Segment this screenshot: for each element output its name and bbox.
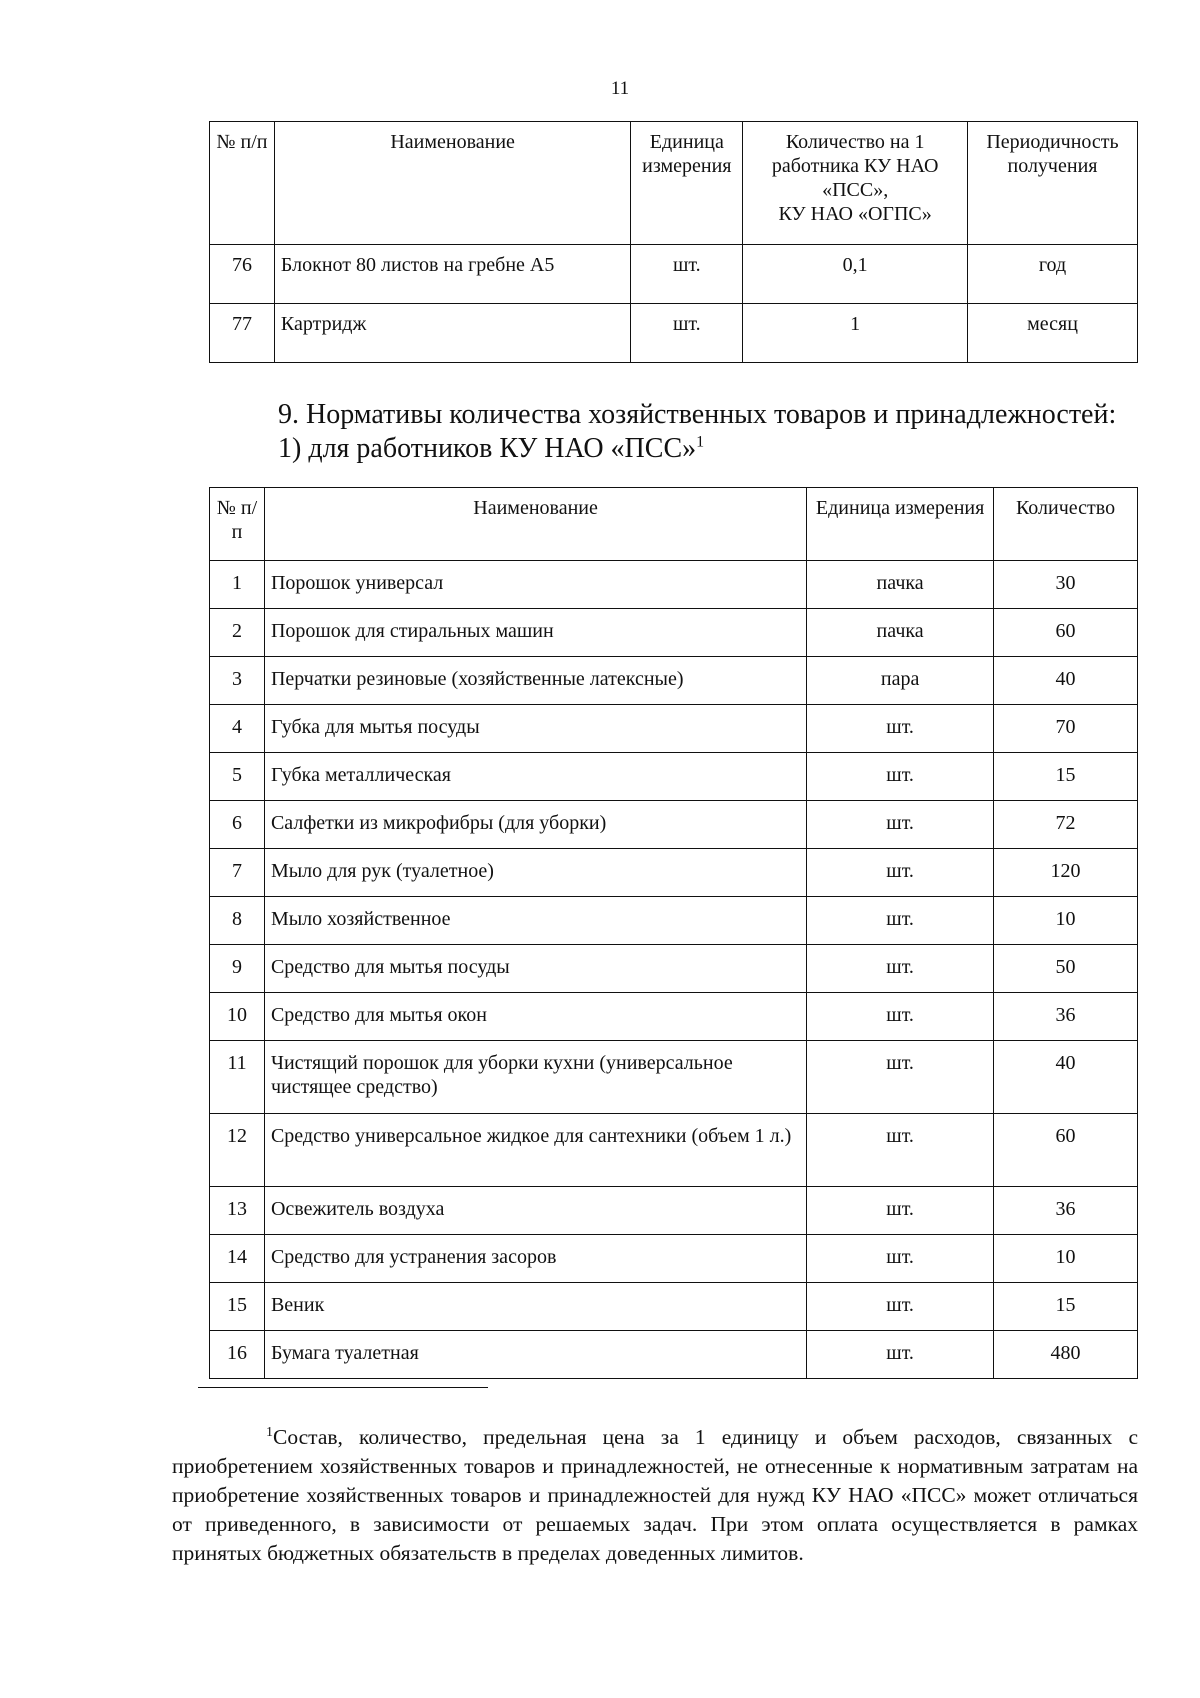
row-qty: 40 [994, 657, 1138, 705]
row-name: Салфетки из микрофибры (для уборки) [264, 801, 806, 849]
header-qty-line: КУ НАО «ОГПС» [778, 203, 932, 225]
row-num: 4 [210, 705, 265, 753]
header-qty-line: «ПСС», [822, 179, 889, 201]
row-unit: шт. [807, 705, 994, 753]
row-qty: 10 [994, 897, 1138, 945]
table-row [210, 1041, 1138, 1114]
footnote-mark: 1 [266, 1425, 273, 1440]
row-name: Порошок для стиральных машин [264, 609, 806, 657]
row-unit: шт. [631, 245, 743, 304]
row-unit: пачка [807, 609, 994, 657]
row-unit: шт. [807, 753, 994, 801]
row-num: 11 [210, 1041, 265, 1114]
section-heading [278, 398, 1116, 466]
table-row [210, 993, 1138, 1041]
table-row [210, 561, 1138, 609]
row-unit: шт. [807, 1235, 994, 1283]
row-qty: 480 [994, 1331, 1138, 1379]
footnote-reference[interactable]: 1 [696, 433, 705, 451]
table-row [210, 304, 1138, 363]
table-header-row [210, 488, 1138, 561]
header-qty: Количество [994, 488, 1138, 561]
row-name: Перчатки резиновые (хозяйственные латексные) [264, 657, 806, 705]
row-name: Средство для устранения засоров [264, 1235, 806, 1283]
row-unit: пара [807, 657, 994, 705]
row-name: Мыло хозяйственное [264, 897, 806, 945]
row-qty: 1 [743, 304, 968, 363]
row-unit: шт. [807, 897, 994, 945]
supplies-table-continued [209, 121, 1138, 363]
table-row [210, 1331, 1138, 1379]
table-row [210, 1235, 1138, 1283]
row-name: Картридж [274, 304, 630, 363]
table-header-row [210, 122, 1138, 245]
header-name: Наименование [264, 488, 806, 561]
row-unit: пачка [807, 561, 994, 609]
row-qty: 10 [994, 1235, 1138, 1283]
table-row [210, 1283, 1138, 1331]
row-name: Губка для мытья посуды [264, 705, 806, 753]
section-subtitle [278, 432, 1116, 466]
row-num: 9 [210, 945, 265, 993]
row-num: 2 [210, 609, 265, 657]
row-num: 77 [210, 304, 275, 363]
row-name: Освежитель воздуха [264, 1187, 806, 1235]
footnote [172, 1418, 1138, 1568]
row-name: Бумага туалетная [264, 1331, 806, 1379]
row-unit: шт. [807, 849, 994, 897]
row-num: 8 [210, 897, 265, 945]
row-qty: 50 [994, 945, 1138, 993]
row-name: Порошок универсал [264, 561, 806, 609]
section-title: 9. Нормативы количества хозяйственных товаров и принадлежностей: [278, 399, 1117, 430]
table-row [210, 753, 1138, 801]
row-unit: шт. [631, 304, 743, 363]
row-num: 6 [210, 801, 265, 849]
row-qty: 15 [994, 753, 1138, 801]
header-unit: Единица измерения [807, 488, 994, 561]
row-num: 10 [210, 993, 265, 1041]
row-qty: 0,1 [743, 245, 968, 304]
row-qty: 15 [994, 1283, 1138, 1331]
table-row [210, 1114, 1138, 1187]
header-num: № п/п [210, 488, 265, 561]
row-unit: шт. [807, 801, 994, 849]
row-name: Губка металлическая [264, 753, 806, 801]
row-name: Чистящий порошок для уборки кухни (универсальное чистящее средство) [264, 1041, 806, 1114]
table-row [210, 245, 1138, 304]
table-row [210, 897, 1138, 945]
table-row [210, 1187, 1138, 1235]
row-qty: 70 [994, 705, 1138, 753]
row-period: месяц [968, 304, 1138, 363]
row-name: Блокнот 80 листов на гребне А5 [274, 245, 630, 304]
row-num: 5 [210, 753, 265, 801]
table-row [210, 849, 1138, 897]
row-name: Средство универсальное жидкое для сантехники (объем 1 л.) [264, 1114, 806, 1187]
table-row [210, 801, 1138, 849]
row-qty: 60 [994, 1114, 1138, 1187]
row-qty: 60 [994, 609, 1138, 657]
row-unit: шт. [807, 993, 994, 1041]
row-qty: 30 [994, 561, 1138, 609]
header-qty-line: Количество на 1 [785, 131, 925, 153]
table-row [210, 657, 1138, 705]
row-name: Мыло для рук (туалетное) [264, 849, 806, 897]
row-qty: 40 [994, 1041, 1138, 1114]
row-num: 13 [210, 1187, 265, 1235]
row-num: 3 [210, 657, 265, 705]
household-goods-table [209, 487, 1138, 1379]
header-unit: Единица измерения [631, 122, 743, 245]
row-num: 7 [210, 849, 265, 897]
row-unit: шт. [807, 1283, 994, 1331]
row-qty: 72 [994, 801, 1138, 849]
row-name: Средство для мытья посуды [264, 945, 806, 993]
row-unit: шт. [807, 945, 994, 993]
page-number: 11 [610, 78, 630, 99]
row-qty: 120 [994, 849, 1138, 897]
header-num: № п/п [210, 122, 275, 245]
row-num: 76 [210, 245, 275, 304]
table-row [210, 609, 1138, 657]
footnote-divider [198, 1387, 488, 1388]
row-num: 15 [210, 1283, 265, 1331]
table-row [210, 705, 1138, 753]
row-unit: шт. [807, 1331, 994, 1379]
row-num: 14 [210, 1235, 265, 1283]
header-name: Наименование [274, 122, 630, 245]
row-period: год [968, 245, 1138, 304]
header-period: Периодичность получения [968, 122, 1138, 245]
row-unit: шт. [807, 1114, 994, 1187]
row-num: 1 [210, 561, 265, 609]
row-unit: шт. [807, 1187, 994, 1235]
header-qty [743, 122, 968, 245]
row-name: Средство для мытья окон [264, 993, 806, 1041]
row-num: 12 [210, 1114, 265, 1187]
table-body [210, 561, 1138, 1379]
row-qty: 36 [994, 1187, 1138, 1235]
row-qty: 36 [994, 993, 1138, 1041]
footnote-text: Состав, количество, предельная цена за 1 единицу и объем расходов, связанных с приобретением хозяйственных товаров и принадлежностей, не отнесенные к нормативным затратам на приобретение хозяйственных товаров и принадлежностей для нужд КУ НАО «ПСС» может отличаться от приведенного, в зависимости от решаемых задач. При этом оплата осуществляется в рамках принятых бюджетных обязательств в пределах доведенных лимитов. [172, 1425, 1138, 1566]
section-subtitle-text: 1) для работников КУ НАО «ПСС» [278, 433, 697, 464]
row-name: Веник [264, 1283, 806, 1331]
row-unit: шт. [807, 1041, 994, 1114]
header-qty-line: работника КУ НАО [771, 155, 939, 177]
row-num: 16 [210, 1331, 265, 1379]
table-row [210, 945, 1138, 993]
